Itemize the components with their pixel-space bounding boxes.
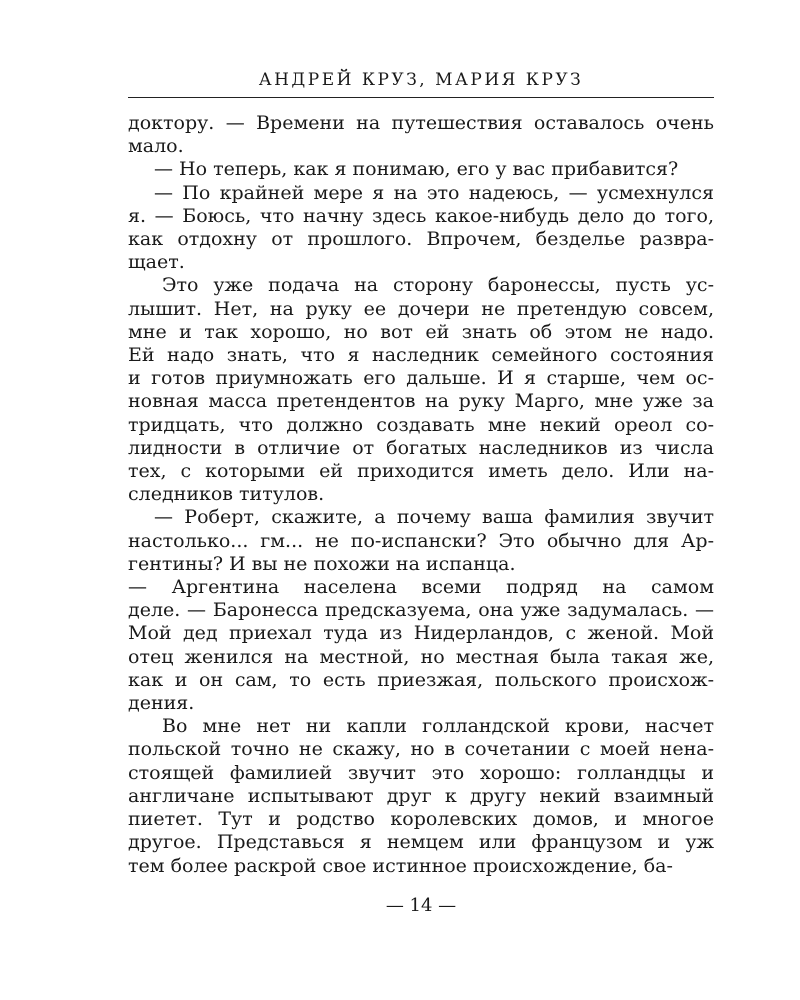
text-line: лышит. Нет, на руку ее дочери не претендую совсем, <box>128 297 714 320</box>
paragraph <box>128 274 714 506</box>
text-line: и готов приумножать его дальше. И я старше, чем ос- <box>128 367 714 390</box>
text-line: — По крайней мере я на это надеюсь, — усмехнулся <box>154 181 714 204</box>
text-line: доктору. — Времени на путешествия оставалось очень <box>128 112 714 134</box>
page-number: — 14 — <box>385 895 457 916</box>
text-line: я. — Боюсь, что начну здесь какое-нибудь дело до того, <box>128 204 714 227</box>
text-line: мало. <box>128 135 184 158</box>
text-line: мне и так хорошо, но вот ей знать об этом не надо. <box>128 320 714 343</box>
text-line: дения. <box>128 692 195 715</box>
text-line: деле. — Баронесса предсказуема, она уже задумалась. — <box>128 599 714 622</box>
text-line: стоящей фамилией звучит это хорошо: голландцы и <box>128 761 714 784</box>
text-line: лидности в отличие от богатых наследников из числа <box>128 436 714 459</box>
text-line: — Аргентина населена всеми подряд на самом <box>128 576 714 599</box>
paragraph <box>128 158 714 181</box>
text-line: гентины? И вы не похожи на испанца. <box>128 552 516 575</box>
text-line: как отдохну от прошлого. Впрочем, безделье развра- <box>128 228 714 251</box>
text-line: — Роберт, скажите, а почему ваша фамилия звучит <box>154 506 714 529</box>
paragraph <box>128 182 714 275</box>
text-line: новная масса претендентов на руку Марго, мне уже за <box>128 390 714 413</box>
text-line: тридцать, что должно создавать мне некий ореол со- <box>128 413 714 436</box>
text-line: Во мне нет ни капли голландской крови, насчет <box>162 715 714 738</box>
text-line: как и он сам, то есть приезжая, польского происхож- <box>128 668 714 691</box>
body-text <box>128 112 714 878</box>
text-line: тем более раскрой свое истинное происхождение, ба- <box>128 854 673 877</box>
text-line: щает. <box>128 251 185 274</box>
text-line: Это уже подача на сторону баронессы, пусть ус- <box>162 274 714 297</box>
paragraph <box>128 576 714 715</box>
text-line: польской точно не скажу, но в сочетании с моей нена- <box>128 738 714 761</box>
paragraph <box>128 715 714 877</box>
header-rule <box>128 97 714 98</box>
running-head: АНДРЕЙ КРУЗ, МАРИЯ КРУЗ <box>258 70 584 90</box>
text-line: пиетет. Тут и родство королевских домов, и многое <box>128 808 714 831</box>
text-line: отец женился на местной, но местная была такая же, <box>128 645 714 668</box>
paragraph <box>128 506 714 576</box>
text-line: тех, с которыми ей приходится иметь дело. Или на- <box>128 460 714 483</box>
text-line: Мой дед приехал туда из Нидерландов, с женой. Мой <box>128 622 714 645</box>
text-line: англичане испытывают друг к другу некий взаимный <box>128 784 714 807</box>
text-line: — Но теперь, как я понимаю, его у вас прибавится? <box>154 158 679 181</box>
text-line: следников титулов. <box>128 483 325 506</box>
text-line: настолько... гм... не по-испански? Это обычно для Ар- <box>128 529 714 552</box>
text-line: Ей надо знать, что я наследник семейного состояния <box>128 344 714 367</box>
text-line: другое. Представься я немцем или французом и уж <box>128 831 714 854</box>
paragraph <box>128 112 714 158</box>
